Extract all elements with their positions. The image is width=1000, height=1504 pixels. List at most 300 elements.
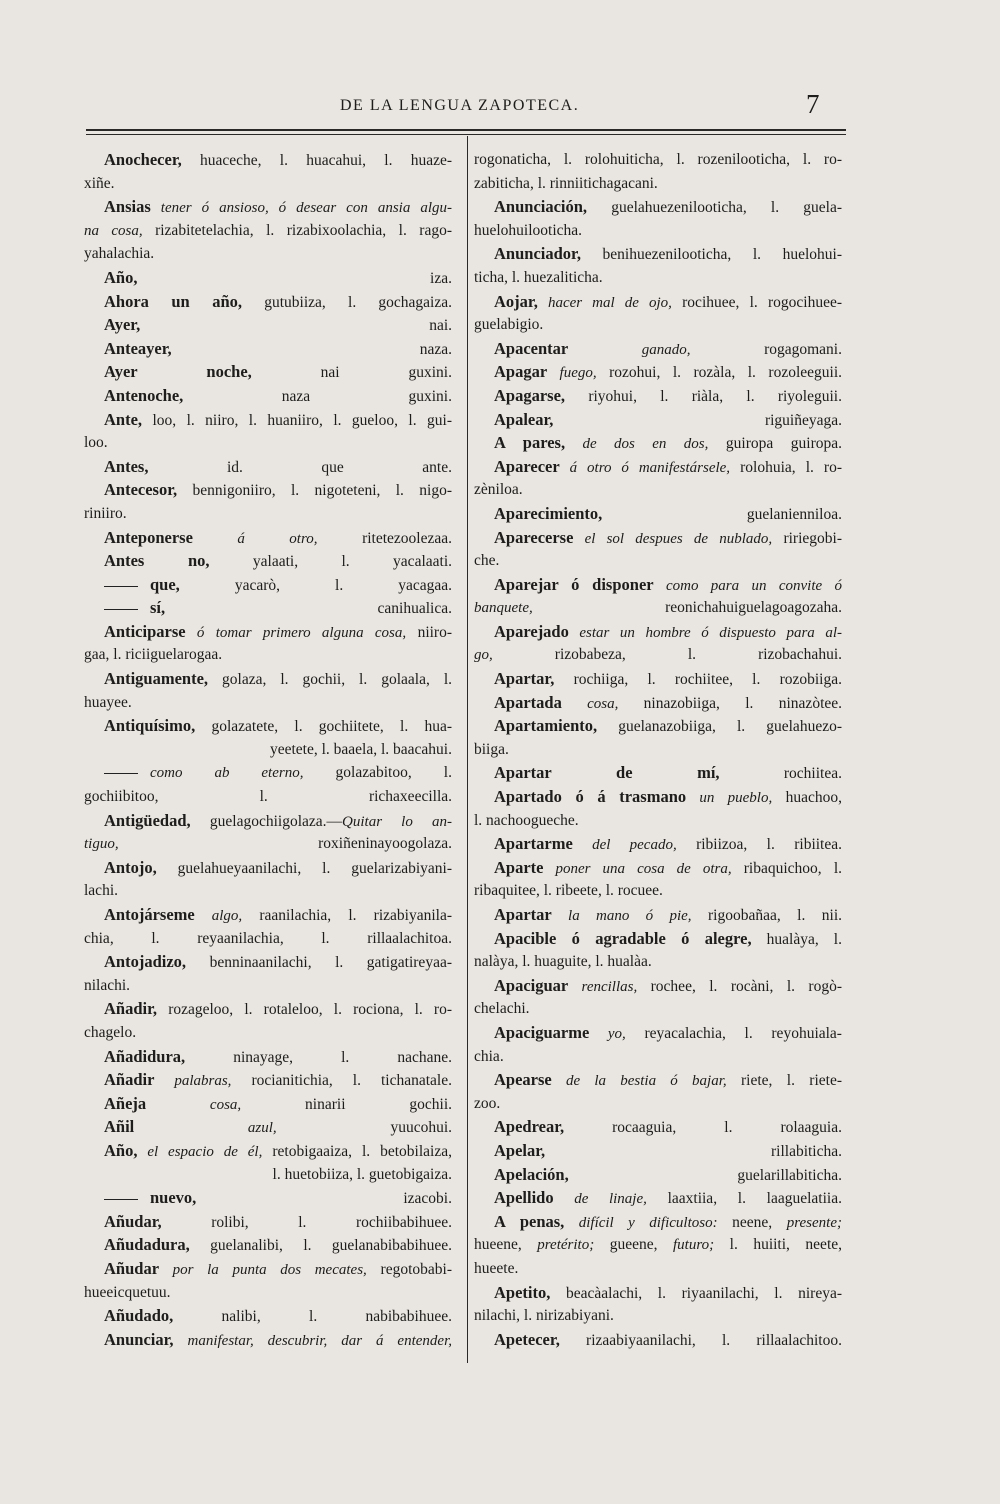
dictionary-line xyxy=(84,408,452,432)
headword: Aparejar ó disponer xyxy=(494,574,654,594)
dictionary-line xyxy=(84,1186,452,1210)
headword: Apelación, xyxy=(494,1164,569,1184)
definition-text: l. huetobiiza, l. guetobigaiza. xyxy=(272,1165,452,1183)
headword: Añadir xyxy=(104,1070,155,1090)
italic-gloss: banquete, xyxy=(474,600,533,617)
headword: Apagar xyxy=(494,362,548,382)
definition-text: loo. xyxy=(84,434,108,452)
dictionary-line xyxy=(474,431,842,455)
dictionary-line xyxy=(474,1186,842,1210)
italic-gloss: na cosa, xyxy=(84,222,143,239)
italic-gloss: el espacio de él, xyxy=(137,1143,263,1160)
headword: Aparecerse xyxy=(494,527,574,547)
dictionary-line xyxy=(474,714,842,738)
italic-gloss: azul, xyxy=(134,1120,277,1137)
italic-gloss: rencillas, xyxy=(568,978,638,995)
headword: Antes, xyxy=(104,456,149,476)
dictionary-line xyxy=(84,431,452,455)
italic-gloss: como ab eterno, xyxy=(150,765,304,782)
definition-text: golazabitoo, l. xyxy=(303,764,452,782)
dictionary-line xyxy=(84,1257,452,1281)
dictionary-line xyxy=(474,596,842,620)
definition-text: naza. xyxy=(171,340,452,358)
dictionary-line xyxy=(84,761,452,785)
definition-text: zèniloa. xyxy=(474,481,523,499)
headword: Ante, xyxy=(104,409,143,429)
definition-text: riyohui, l. riàla, l. riyoleguii. xyxy=(565,387,842,405)
headword: Apalear, xyxy=(494,409,554,429)
definition-text: chelachi. xyxy=(474,1000,530,1018)
headword: Añudar, xyxy=(104,1211,162,1231)
dictionary-line xyxy=(84,997,452,1021)
definition-text: l. huiiti, neete, xyxy=(714,1236,843,1254)
dictionary-line xyxy=(474,1257,842,1281)
italic-gloss: por la punta dos mecates, xyxy=(159,1261,367,1278)
definition-text: rogagomani. xyxy=(690,340,842,358)
definition-text: guiropa guiropa. xyxy=(708,435,842,453)
definition-text: nalibi, l. nabibabihuee. xyxy=(173,1308,452,1326)
definition-text: id. que ante. xyxy=(148,458,452,476)
dictionary-line xyxy=(84,1328,452,1352)
running-title: DE LA LENGUA ZAPOTECA. xyxy=(340,97,580,114)
definition-text: nilachi. xyxy=(84,976,131,994)
dictionary-line xyxy=(84,596,452,620)
italic-gloss: pretérito; xyxy=(537,1237,595,1254)
dictionary-line xyxy=(474,1045,842,1069)
definition-text: yahalachia. xyxy=(84,245,155,263)
headword: Apartar de mí, xyxy=(494,763,720,783)
headword: Apaciguar xyxy=(494,975,569,995)
dictionary-line xyxy=(474,1021,842,1045)
italic-gloss: futuro; xyxy=(673,1237,715,1254)
headword: Anunciador, xyxy=(494,244,581,264)
definition-text: huachoo, xyxy=(772,789,842,807)
headword: Anunciación, xyxy=(494,197,588,217)
running-head xyxy=(0,89,1000,123)
headword: Antojárseme xyxy=(104,905,195,924)
dictionary-line xyxy=(84,148,452,172)
dictionary-line xyxy=(84,337,452,361)
dictionary-line xyxy=(474,667,842,691)
dictionary-line xyxy=(474,691,842,715)
definition-text: benninaanilachi, l. gatigatireyaa- xyxy=(186,954,452,972)
headword: Apacible ó agradable ó alegre, xyxy=(494,928,752,948)
italic-gloss: fuego, xyxy=(547,365,597,382)
definition-text: ninayage, l. nachane. xyxy=(185,1048,452,1066)
headword: Anochecer, xyxy=(104,150,182,169)
definition-text: ritetezoolezaa. xyxy=(317,529,453,547)
italic-gloss: algo, xyxy=(194,908,243,924)
dictionary-line xyxy=(474,478,842,502)
dictionary-line xyxy=(84,974,452,998)
dictionary-line xyxy=(84,785,452,809)
definition-text: chagelo. xyxy=(84,1023,137,1041)
italic-gloss: ganado, xyxy=(568,341,691,358)
headword: Apartar xyxy=(494,905,552,924)
definition-text: reonichahuiguelagoagozaha. xyxy=(532,599,842,617)
italic-gloss: tiguo, xyxy=(84,836,119,853)
definition-text: nai. xyxy=(140,317,452,335)
italic-gloss: como para un convite ó xyxy=(653,577,842,594)
definition-text: reyacalachia, l. reyohuiala- xyxy=(625,1024,842,1042)
headword: Añil xyxy=(104,1117,135,1137)
headword: Antes no, xyxy=(104,551,210,571)
definition-text: guelahuezenilooticha, l. guela- xyxy=(587,199,842,217)
definition-text: roxiñeninayoogolaza. xyxy=(118,835,452,853)
definition-text: chia. xyxy=(474,1047,504,1065)
definition-text: guelanazobiiga, l. guelahuezo- xyxy=(597,718,842,736)
headword: Aojar, xyxy=(494,291,538,311)
dictionary-line xyxy=(474,809,842,833)
definition-text: rozageloo, l. rotaleloo, l. rociona, l. ro- xyxy=(157,1001,452,1019)
headword: Antojo, xyxy=(104,857,157,877)
dictionary-line xyxy=(84,549,452,573)
definition-text: loo, l. niiro, l. huaniiro, l. gueloo, l. gui- xyxy=(142,411,452,429)
headword: Apelar, xyxy=(494,1140,546,1160)
headword: Año, xyxy=(104,1140,138,1160)
dictionary-line xyxy=(84,1233,452,1257)
dictionary-line xyxy=(474,266,842,290)
headword: Apedrear, xyxy=(494,1117,565,1137)
definition-text: ninarii gochii. xyxy=(241,1095,452,1113)
definition-text: riguiñeyaga. xyxy=(553,411,842,429)
italic-gloss: á otro, xyxy=(192,530,318,547)
definition-text: gutubiiza, l. gochagaiza. xyxy=(242,293,452,311)
dictionary-line xyxy=(84,502,452,526)
definition-text: ribaquichoo, l. xyxy=(731,859,842,877)
dictionary-line xyxy=(84,1092,452,1116)
dictionary-line xyxy=(84,856,452,880)
dictionary-line xyxy=(84,290,452,314)
dictionary-line xyxy=(474,1210,842,1234)
definition-text: izacobi. xyxy=(196,1190,452,1208)
definition-text: rochiiga, l. rochiitee, l. rozobiiga. xyxy=(554,671,842,689)
definition-text: nalàya, l. huaguite, l. hualàa. xyxy=(474,953,652,971)
headword: Apearse xyxy=(494,1070,552,1090)
dictionary-line xyxy=(84,384,452,408)
headword: Apellido xyxy=(494,1188,554,1208)
headword: Antiguamente, xyxy=(104,669,209,689)
dictionary-line xyxy=(474,997,842,1021)
definition-text: raanilachia, l. rizabiyanila- xyxy=(242,907,452,924)
definition-text: huayee. xyxy=(84,693,132,711)
italic-gloss: Quitar lo an- xyxy=(342,813,452,830)
dictionary-line xyxy=(84,219,452,243)
headword: Apaciguarme xyxy=(494,1022,590,1042)
definition-text: xiñe. xyxy=(84,174,115,192)
dictionary-line xyxy=(84,809,452,833)
dictionary-line xyxy=(474,502,842,526)
definition-text: l. nachoogueche. xyxy=(474,811,579,829)
headword: Añadidura, xyxy=(104,1046,186,1066)
dictionary-line xyxy=(84,620,452,644)
dictionary-line xyxy=(474,856,842,880)
dictionary-line xyxy=(474,290,842,314)
dictionary-line xyxy=(474,974,842,998)
headword: Anticiparse xyxy=(104,621,186,641)
dictionary-line xyxy=(474,172,842,196)
dictionary-line xyxy=(84,1281,452,1305)
italic-gloss: de linaje, xyxy=(553,1191,647,1208)
headword: Apacentar xyxy=(494,338,569,358)
definition-text: rillabiticha. xyxy=(545,1142,842,1160)
dictionary-line xyxy=(474,620,842,644)
headword: Ayer noche, xyxy=(104,362,252,382)
dictionary-line xyxy=(84,903,452,927)
headword: Añudadura, xyxy=(104,1235,190,1255)
definition-text: neene, xyxy=(717,1213,787,1231)
headword: Aparejado xyxy=(494,621,569,641)
definition-text: hueete. xyxy=(474,1259,519,1277)
italic-gloss: la mano ó pie, xyxy=(551,908,692,924)
italic-gloss: el sol despues de nublado, xyxy=(573,530,773,547)
italic-gloss: estar un hombre ó dispuesto para al- xyxy=(568,624,842,641)
dictionary-line xyxy=(474,903,842,927)
italic-gloss: de dos en dos, xyxy=(565,436,709,453)
dictionary-line xyxy=(474,1092,842,1116)
dictionary-line xyxy=(84,1304,452,1328)
definition-text: rizobabeza, l. rizobachahui. xyxy=(492,646,842,664)
italic-gloss: hacer mal de ojo, xyxy=(537,294,672,311)
headword: Anteayer, xyxy=(104,338,172,358)
definition-text: ribiizoa, l. ribiitea. xyxy=(676,836,842,854)
headword: Añudar xyxy=(104,1258,160,1278)
headword: A penas, xyxy=(494,1211,565,1231)
page-number: 7 xyxy=(806,89,820,119)
dictionary-line xyxy=(474,832,842,856)
definition-text: yuucohui. xyxy=(276,1119,452,1137)
dictionary-line xyxy=(84,832,452,856)
dictionary-line xyxy=(474,1233,842,1257)
dictionary-line xyxy=(474,1139,842,1163)
definition-text: nilachi, l. nirizabiyani. xyxy=(474,1307,614,1325)
headword: Antenoche, xyxy=(104,385,184,405)
italic-gloss: ó tomar primero alguna cosa, xyxy=(185,624,407,641)
definition-text: hueeicquetuu. xyxy=(84,1283,171,1301)
definition-text: guelanalibi, l. guelanabibabihuee. xyxy=(189,1237,452,1255)
definition-text: ninazobiiga, l. ninazòtee. xyxy=(618,694,843,712)
italic-gloss: manifestar, descubrir, dar á entender, xyxy=(173,1332,452,1349)
headword: Apartar, xyxy=(494,669,555,689)
definition-text: hualàya, l. xyxy=(751,930,842,948)
definition-text: benihuezenilooticha, l. huelohui- xyxy=(580,246,842,264)
dictionary-line xyxy=(84,738,452,762)
definition-text: yalaati, l. yacalaati. xyxy=(209,553,452,571)
headword: Apartamiento, xyxy=(494,716,598,736)
dictionary-line xyxy=(474,785,842,809)
italic-gloss: palabras, xyxy=(154,1073,232,1090)
italic-gloss: yo, xyxy=(589,1025,626,1042)
definition-text: guelahueyaanilachi, l. guelarizabiyani- xyxy=(156,859,452,877)
dictionary-line xyxy=(84,879,452,903)
dictionary-line xyxy=(84,172,452,196)
headword: A pares, xyxy=(494,433,566,453)
italic-gloss: poner una cosa de otra, xyxy=(543,860,732,877)
dictionary-line xyxy=(84,1210,452,1234)
definition-text: niiro- xyxy=(406,623,453,641)
dictionary-line xyxy=(84,242,452,266)
dictionary-line xyxy=(84,1163,452,1187)
definition-text: yeetete, l. baaela, l. baacahui. xyxy=(269,740,452,758)
headword: Aparecimiento, xyxy=(494,503,603,523)
definition-text: hueene, xyxy=(474,1236,538,1254)
dictionary-line xyxy=(474,1163,842,1187)
dictionary-line xyxy=(474,313,842,337)
headword: Anteponerse xyxy=(104,527,193,547)
definition-text: rolohuia, l. ro- xyxy=(730,458,842,476)
dictionary-line xyxy=(474,148,842,172)
definition-text: gochiibitoo, l. richaxeecilla. xyxy=(84,788,452,806)
definition-text: rocihuee, l. rogocihuee- xyxy=(671,293,842,311)
headword: Antecesor, xyxy=(104,480,178,500)
headword: Añudado, xyxy=(104,1306,174,1326)
definition-text: che. xyxy=(474,552,500,570)
dictionary-line xyxy=(84,667,452,691)
definition-text: rocianitichia, l. tichanatale. xyxy=(231,1072,452,1090)
dictionary-line xyxy=(474,738,842,762)
italic-gloss: á otro ó manifestársele, xyxy=(559,459,731,476)
dictionary-line xyxy=(474,195,842,219)
headword: que, xyxy=(150,574,180,594)
definition-text: guelarillabiticha. xyxy=(568,1166,842,1184)
definition-text: nai guxini. xyxy=(251,364,452,382)
dictionary-line xyxy=(84,1045,452,1069)
definition-text: canihualica. xyxy=(165,600,452,618)
dictionary-line xyxy=(84,360,452,384)
headword: Apartarme xyxy=(494,834,573,854)
definition-text: rizabitetelachia, l. rizabixoolachia, l. rago- xyxy=(142,221,453,239)
dictionary-line xyxy=(84,195,452,219)
dictionary-line xyxy=(474,384,842,408)
header-rule-top xyxy=(86,129,846,131)
headword: Ahora un año, xyxy=(104,291,243,311)
definition-text: lachi. xyxy=(84,882,118,900)
definition-text: rocaaguia, l. rolaaguia. xyxy=(564,1119,842,1137)
dictionary-line xyxy=(84,1139,452,1163)
headword: Añeja xyxy=(104,1093,147,1113)
italic-gloss: de la bestia ó bajar, xyxy=(551,1073,727,1090)
italic-gloss: cosa, xyxy=(146,1096,242,1113)
italic-gloss: go, xyxy=(474,647,493,664)
dictionary-line xyxy=(84,691,452,715)
headword: Antigüedad, xyxy=(104,810,191,830)
definition-text: retobigaaiza, l. betobilaiza, xyxy=(262,1142,452,1160)
definition-text: riete, l. riete- xyxy=(726,1072,842,1090)
dictionary-line xyxy=(474,1115,842,1139)
dictionary-line xyxy=(84,950,452,974)
headword: Aparecer xyxy=(494,456,560,476)
dictionary-line xyxy=(474,219,842,243)
dictionary-line xyxy=(474,337,842,361)
dictionary-line xyxy=(474,455,842,479)
definition-text: beacàalachi, l. riyaanilachi, l. nireya- xyxy=(550,1284,842,1302)
headword: Ansias xyxy=(104,197,151,217)
dictionary-line xyxy=(84,478,452,502)
dictionary-line xyxy=(474,549,842,573)
definition-text: gaa, l. riciiguelarogaa. xyxy=(84,646,223,664)
right-column xyxy=(474,148,842,1351)
dictionary-line xyxy=(84,927,452,951)
dictionary-line xyxy=(474,950,842,974)
definition-text: bennigoniiro, l. nigoteteni, l. nigo- xyxy=(177,482,452,500)
definition-text: yacarò, l. yacagaa. xyxy=(179,576,452,594)
definition-text: ticha, l. huezaliticha. xyxy=(474,268,603,286)
dictionary-line xyxy=(474,1328,842,1352)
headword: Antojadizo, xyxy=(104,952,187,972)
dictionary-line xyxy=(84,573,452,597)
italic-gloss: difícil y dificultoso: xyxy=(564,1214,718,1231)
definition-text: ribaquitee, l. ribeete, l. rocuee. xyxy=(474,882,663,900)
definition-text: golazatete, l. gochiitete, l. hua- xyxy=(195,718,452,736)
definition-text: rigoobañaa, l. nii. xyxy=(691,907,842,924)
definition-text: zabiticha, l. rinniitichagacani. xyxy=(474,174,658,192)
italic-gloss: cosa, xyxy=(561,695,619,712)
dictionary-line xyxy=(474,643,842,667)
definition-text: guelaniennilоa. xyxy=(602,505,842,523)
headword: Antiquísimo, xyxy=(104,716,196,736)
headword: Anunciar, xyxy=(104,1329,174,1349)
headword: sí, xyxy=(150,598,166,618)
dictionary-line xyxy=(84,1115,452,1139)
dictionary-line xyxy=(474,1281,842,1305)
definition-text: zoo. xyxy=(474,1094,501,1112)
dictionary-line xyxy=(84,1068,452,1092)
dictionary-line xyxy=(84,313,452,337)
definition-text: iza. xyxy=(137,269,452,287)
definition-text: golaza, l. gochii, l. golaala, l. xyxy=(208,671,452,689)
dictionary-line xyxy=(474,573,842,597)
dictionary-line xyxy=(474,360,842,384)
definition-text: huelohuilooticha. xyxy=(474,221,583,239)
dictionary-line xyxy=(474,1068,842,1092)
definition-text: naza guxini. xyxy=(183,387,452,405)
definition-text: rochiitea. xyxy=(719,765,842,783)
headword: Año, xyxy=(104,267,138,287)
definition-text: huaceche, l. huacahui, l. huaze- xyxy=(181,152,452,169)
dictionary-line xyxy=(84,266,452,290)
dictionary-line xyxy=(84,455,452,479)
left-column xyxy=(84,148,452,1351)
italic-gloss: presente; xyxy=(786,1214,842,1231)
dictionary-line xyxy=(84,526,452,550)
headword: Apetecer, xyxy=(494,1329,560,1349)
definition-text: chia, l. reyaanilachia, l. rillaalachitoa. xyxy=(84,929,452,947)
headword: Apartado ó á trasmano xyxy=(494,787,687,807)
definition-text: guelagochiigolaza.— xyxy=(190,812,343,830)
definition-text: guelabigio. xyxy=(474,316,544,334)
definition-text: rizaabiyaanilachi, l. rillaalachitoo. xyxy=(559,1331,842,1349)
dictionary-line xyxy=(474,927,842,951)
definition-text: regotobabi- xyxy=(366,1260,452,1278)
definition-text: ririegobi- xyxy=(772,529,842,547)
definition-text: gueene, xyxy=(594,1236,673,1254)
dictionary-line xyxy=(474,761,842,785)
dictionary-line xyxy=(84,1021,452,1045)
definition-text: riniiro. xyxy=(84,504,127,522)
italic-gloss: un pueblo, xyxy=(686,790,773,807)
dictionary-line xyxy=(474,879,842,903)
definition-text: rozohui, l. rozàla, l. rozoleeguii. xyxy=(596,364,842,382)
dictionary-line xyxy=(84,714,452,738)
dictionary-line xyxy=(474,408,842,432)
italic-gloss: tener ó ansioso, ó desear con ansia algu- xyxy=(150,200,452,217)
definition-text: rogonaticha, l. rolohuiticha, l. rozenilooticha, l. ro- xyxy=(474,151,842,168)
dictionary-line xyxy=(474,526,842,550)
headword: Aparte xyxy=(494,857,544,877)
definition-text: biiga. xyxy=(474,740,509,758)
definition-text: rochee, l. rocàni, l. rogò- xyxy=(637,977,843,995)
headword: nuevo, xyxy=(150,1188,197,1208)
